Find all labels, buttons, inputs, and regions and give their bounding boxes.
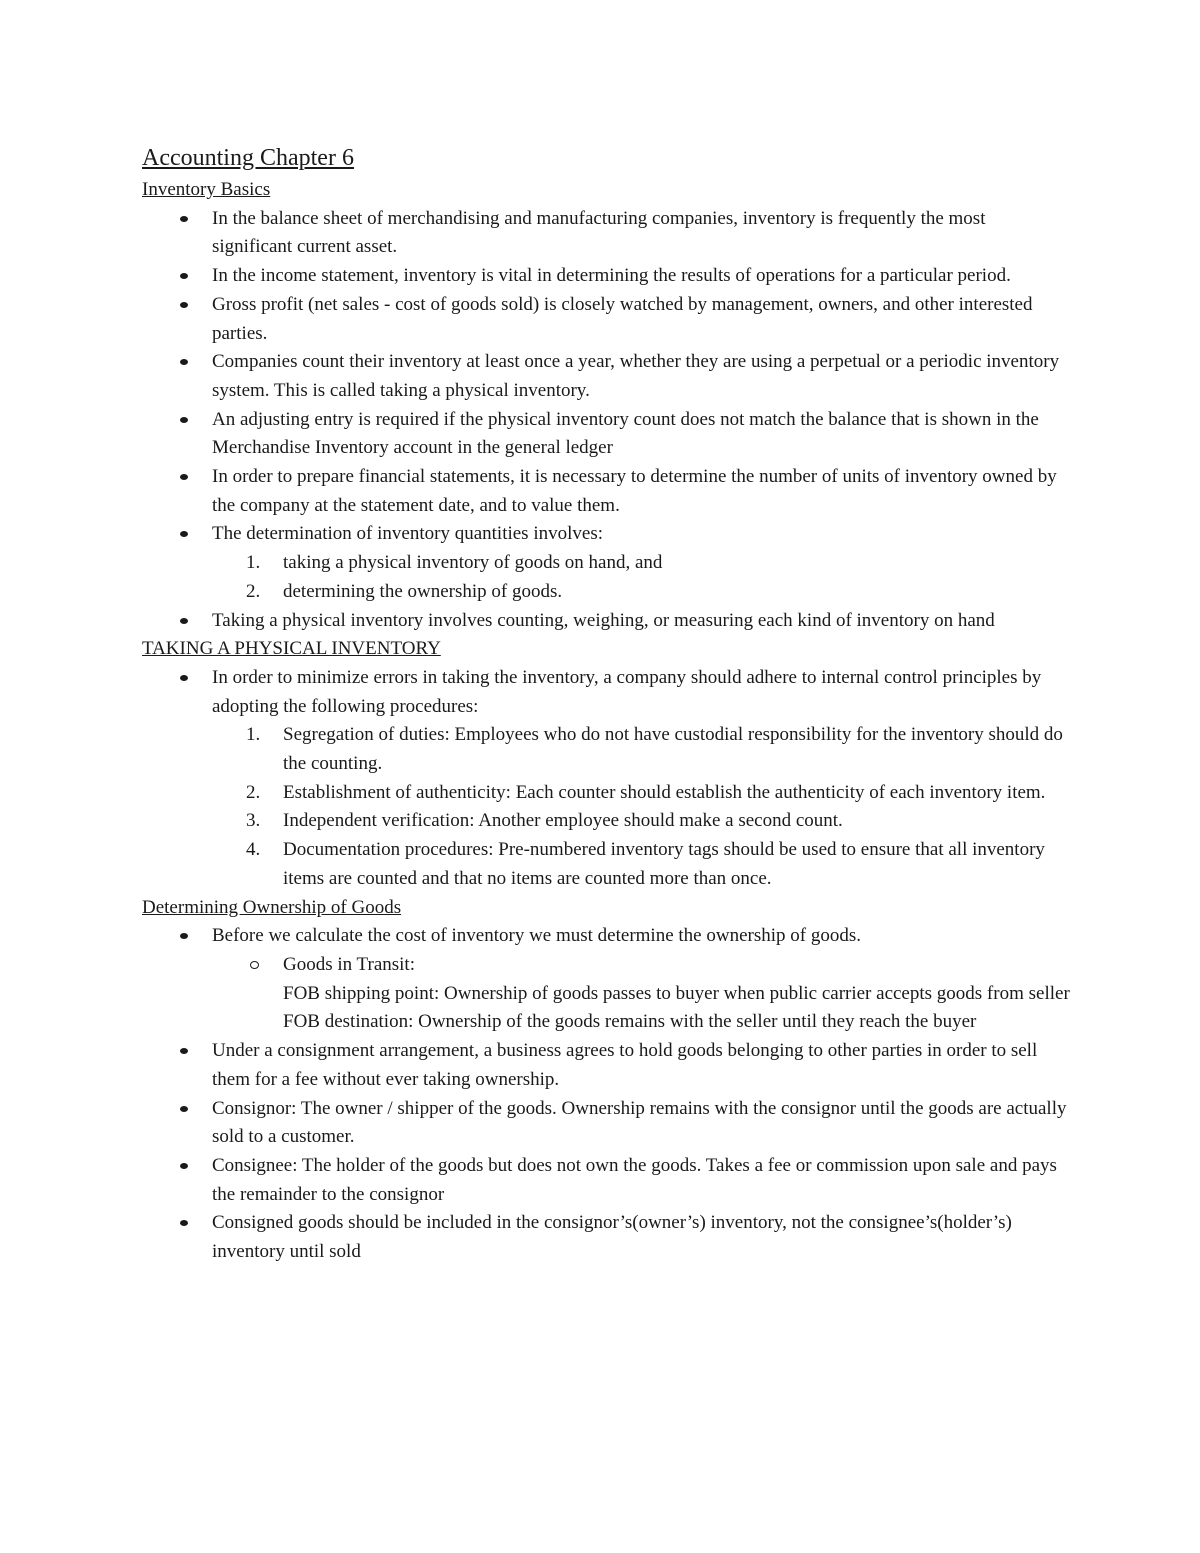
- list-item: Taking a physical inventory involves counting, weighing, or measuring each kind of inventory on hand: [142, 607, 1070, 636]
- list-item: 1. taking a physical inventory of goods on hand, and: [246, 552, 663, 574]
- hollow-bullet-icon: [250, 961, 259, 969]
- list-item: In the balance sheet of merchandising and manufacturing companies, inventory is frequently the most significant current asset.: [142, 205, 1070, 262]
- list-item: Under a consignment arrangement, a business agrees to hold goods belonging to other parties in order to sell them for a fee without ever taking ownership.: [142, 1037, 1070, 1094]
- bullet-icon: [180, 618, 188, 624]
- list-item: 2. Establishment of authenticity: Each counter should establish the authenticity of each inventory item.: [246, 781, 1046, 803]
- section-heading-physical-inventory: TAKING A PHYSICAL INVENTORY: [142, 638, 441, 660]
- list-item: The determination of inventory quantities involves: 1. taking a physical inventory of goods on hand, and 2. determining the ownership of goods.: [142, 520, 1070, 606]
- bullet-icon: [180, 933, 188, 939]
- list-item: Consignor: The owner / shipper of the goods. Ownership remains with the consignor until the goods are actually sold to a customer.: [142, 1095, 1070, 1152]
- document-title: Accounting Chapter 6: [142, 145, 354, 171]
- section-heading-inventory-basics: Inventory Basics: [142, 179, 271, 200]
- bullet-icon: [180, 273, 188, 279]
- list-item: 4. Documentation procedures: Pre-numbered inventory tags should be used to ensure that all inventory items are counted and that no items are counted more than once.: [246, 839, 1045, 889]
- bullet-icon: [180, 1048, 188, 1054]
- physical-inventory-list: [142, 664, 1070, 894]
- bullet-icon: [180, 216, 188, 222]
- list-item: In order to minimize errors in taking the inventory, a company should adhere to internal control principles by adopting the following procedures: 1. Segregation of duties: Employees who do not have custodial responsibility for the inventory should do the counting. 2. Establishment of authenticity: Each counter should establish the authenticity of each inventory item. 3. Independent verification: Another employee should make a second count. 4. Documentation procedures: Pre-numbered inventory tags should be used to ensure that all inventory items are counted and that no items are counted more than once.: [142, 664, 1070, 894]
- list-item: An adjusting entry is required if the physical inventory count does not match the balance that is shown in the Merchandise Inventory account in the general ledger: [142, 406, 1070, 463]
- list-item: 3. Independent verification: Another employee should make a second count.: [246, 810, 843, 832]
- procedures-sublist: [212, 721, 1070, 893]
- list-item: 2. determining the ownership of goods.: [246, 580, 563, 602]
- bullet-icon: [180, 1106, 188, 1112]
- bullet-icon: [180, 359, 188, 365]
- list-item: In the income statement, inventory is vital in determining the results of operations for a particular period.: [142, 262, 1070, 291]
- ownership-list: [142, 922, 1070, 1266]
- bullet-icon: [180, 417, 188, 423]
- inventory-basics-list: [142, 205, 1070, 636]
- inventory-quantities-sublist: [212, 549, 1070, 606]
- list-item: 1. Segregation of duties: Employees who do not have custodial responsibility for the inventory should do the counting.: [246, 724, 1063, 775]
- list-item: Before we calculate the cost of inventory we must determine the ownership of goods. Goods in Transit: FOB shipping point: Ownership of goods passes to buyer when public carrier accepts goods from seller FOB destination: Ownership of the goods remains with the seller until they reach the buyer: [142, 922, 1070, 1037]
- bullet-icon: [180, 675, 188, 681]
- goods-in-transit-sublist: [212, 951, 1070, 1037]
- bullet-icon: [180, 1163, 188, 1169]
- section-heading-ownership: Determining Ownership of Goods: [142, 896, 402, 918]
- bullet-icon: [180, 474, 188, 480]
- bullet-icon: [180, 1220, 188, 1226]
- list-item: Consigned goods should be included in the consignor’s(owner’s) inventory, not the consignee’s(holder’s) inventory until sold: [142, 1209, 1070, 1266]
- list-item: Consignee: The holder of the goods but does not own the goods. Takes a fee or commission upon sale and pays the remainder to the consignor: [142, 1152, 1070, 1209]
- list-item: Gross profit (net sales - cost of goods sold) is closely watched by management, owners, and other interested parties.: [142, 291, 1070, 348]
- bullet-icon: [180, 531, 188, 537]
- list-item: In order to prepare financial statements, it is necessary to determine the number of units of inventory owned by the company at the statement date, and to value them.: [142, 463, 1070, 520]
- list-item: Goods in Transit: FOB shipping point: Ownership of goods passes to buyer when public carrier accepts goods from seller FOB destination: Ownership of the goods remains with the seller until they reach the buyer: [212, 951, 1070, 1037]
- list-item: Companies count their inventory at least once a year, whether they are using a perpetual or a periodic inventory system. This is called taking a physical inventory.: [142, 348, 1070, 405]
- bullet-icon: [180, 302, 188, 308]
